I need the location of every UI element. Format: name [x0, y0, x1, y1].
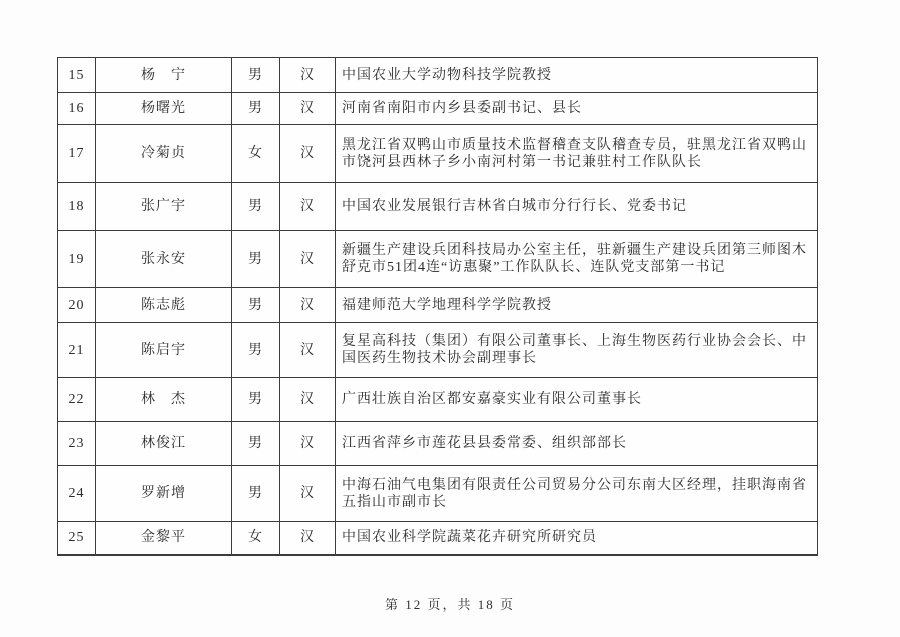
description-cell: 福建师范大学地理科学学院教授: [336, 288, 818, 323]
row-number-cell: 19: [58, 231, 96, 288]
table-row: [58, 288, 818, 323]
row-number-cell: 25: [58, 522, 96, 555]
table-row: [58, 378, 818, 422]
gender-cell: 男: [232, 58, 280, 93]
table-row: [58, 93, 818, 125]
description-cell: 河南省南阳市内乡县委副书记、县长: [336, 93, 818, 125]
table-row: [58, 231, 818, 288]
ethnicity-cell: 汉: [280, 93, 336, 125]
description-cell: 中国农业发展银行吉林省白城市分行行长、党委书记: [336, 183, 818, 231]
ethnicity-cell: 汉: [280, 466, 336, 522]
gender-cell: 男: [232, 183, 280, 231]
ethnicity-cell: 汉: [280, 522, 336, 555]
ethnicity-cell: 汉: [280, 323, 336, 378]
gender-cell: 男: [232, 323, 280, 378]
table-row: [58, 58, 818, 93]
description-cell: 中国农业科学院蔬菜花卉研究所研究员: [336, 522, 818, 555]
name-cell: 杨曙光: [96, 93, 232, 125]
ethnicity-cell: 汉: [280, 58, 336, 93]
row-number-cell: 16: [58, 93, 96, 125]
gender-cell: 男: [232, 231, 280, 288]
roster-table-body: [58, 58, 818, 555]
gender-cell: 女: [232, 125, 280, 183]
name-cell: 林 杰: [96, 378, 232, 422]
row-number-cell: 21: [58, 323, 96, 378]
table-row: [58, 183, 818, 231]
ethnicity-cell: 汉: [280, 231, 336, 288]
ethnicity-cell: 汉: [280, 183, 336, 231]
description-cell: 复星高科技（集团）有限公司董事长、上海生物医药行业协会会长、中国医药生物技术协会副理事长: [336, 323, 818, 378]
name-cell: 陈启宇: [96, 323, 232, 378]
row-number-cell: 15: [58, 58, 96, 93]
name-cell: 金黎平: [96, 522, 232, 555]
table-row: [58, 522, 818, 555]
table-row: [58, 125, 818, 183]
name-cell: 张永安: [96, 231, 232, 288]
gender-cell: 男: [232, 288, 280, 323]
row-number-cell: 18: [58, 183, 96, 231]
row-number-cell: 24: [58, 466, 96, 522]
row-number-cell: 20: [58, 288, 96, 323]
name-cell: 杨 宁: [96, 58, 232, 93]
name-cell: 罗新增: [96, 466, 232, 522]
gender-cell: 女: [232, 522, 280, 555]
description-cell: 黑龙江省双鸭山市质量技术监督稽查支队稽查专员，驻黑龙江省双鸭山市饶河县西林子乡小南河村第一书记兼驻村工作队队长: [336, 125, 818, 183]
ethnicity-cell: 汉: [280, 125, 336, 183]
description-cell: 新疆生产建设兵团科技局办公室主任，驻新疆生产建设兵团第三师图木舒克市51团4连“访惠聚”工作队队长、连队党支部第一书记: [336, 231, 818, 288]
gender-cell: 男: [232, 422, 280, 466]
gender-cell: 男: [232, 93, 280, 125]
description-cell: 中国农业大学动物科技学院教授: [336, 58, 818, 93]
table-row: [58, 466, 818, 522]
description-cell: 中海石油气电集团有限责任公司贸易分公司东南大区经理，挂职海南省五指山市副市长: [336, 466, 818, 522]
ethnicity-cell: 汉: [280, 378, 336, 422]
ethnicity-cell: 汉: [280, 288, 336, 323]
name-cell: 林俊江: [96, 422, 232, 466]
description-cell: 江西省萍乡市莲花县县委常委、组织部部长: [336, 422, 818, 466]
description-cell: 广西壮族自治区都安嘉豪实业有限公司董事长: [336, 378, 818, 422]
ethnicity-cell: 汉: [280, 422, 336, 466]
roster-table: [57, 57, 818, 556]
name-cell: 冷菊贞: [96, 125, 232, 183]
gender-cell: 男: [232, 466, 280, 522]
name-cell: 张广宇: [96, 183, 232, 231]
page-number-footer: 第 12 页，共 18 页: [384, 597, 515, 612]
row-number-cell: 22: [58, 378, 96, 422]
row-number-cell: 17: [58, 125, 96, 183]
table-row: [58, 422, 818, 466]
gender-cell: 男: [232, 378, 280, 422]
name-cell: 陈志彪: [96, 288, 232, 323]
table-row: [58, 323, 818, 378]
row-number-cell: 23: [58, 422, 96, 466]
